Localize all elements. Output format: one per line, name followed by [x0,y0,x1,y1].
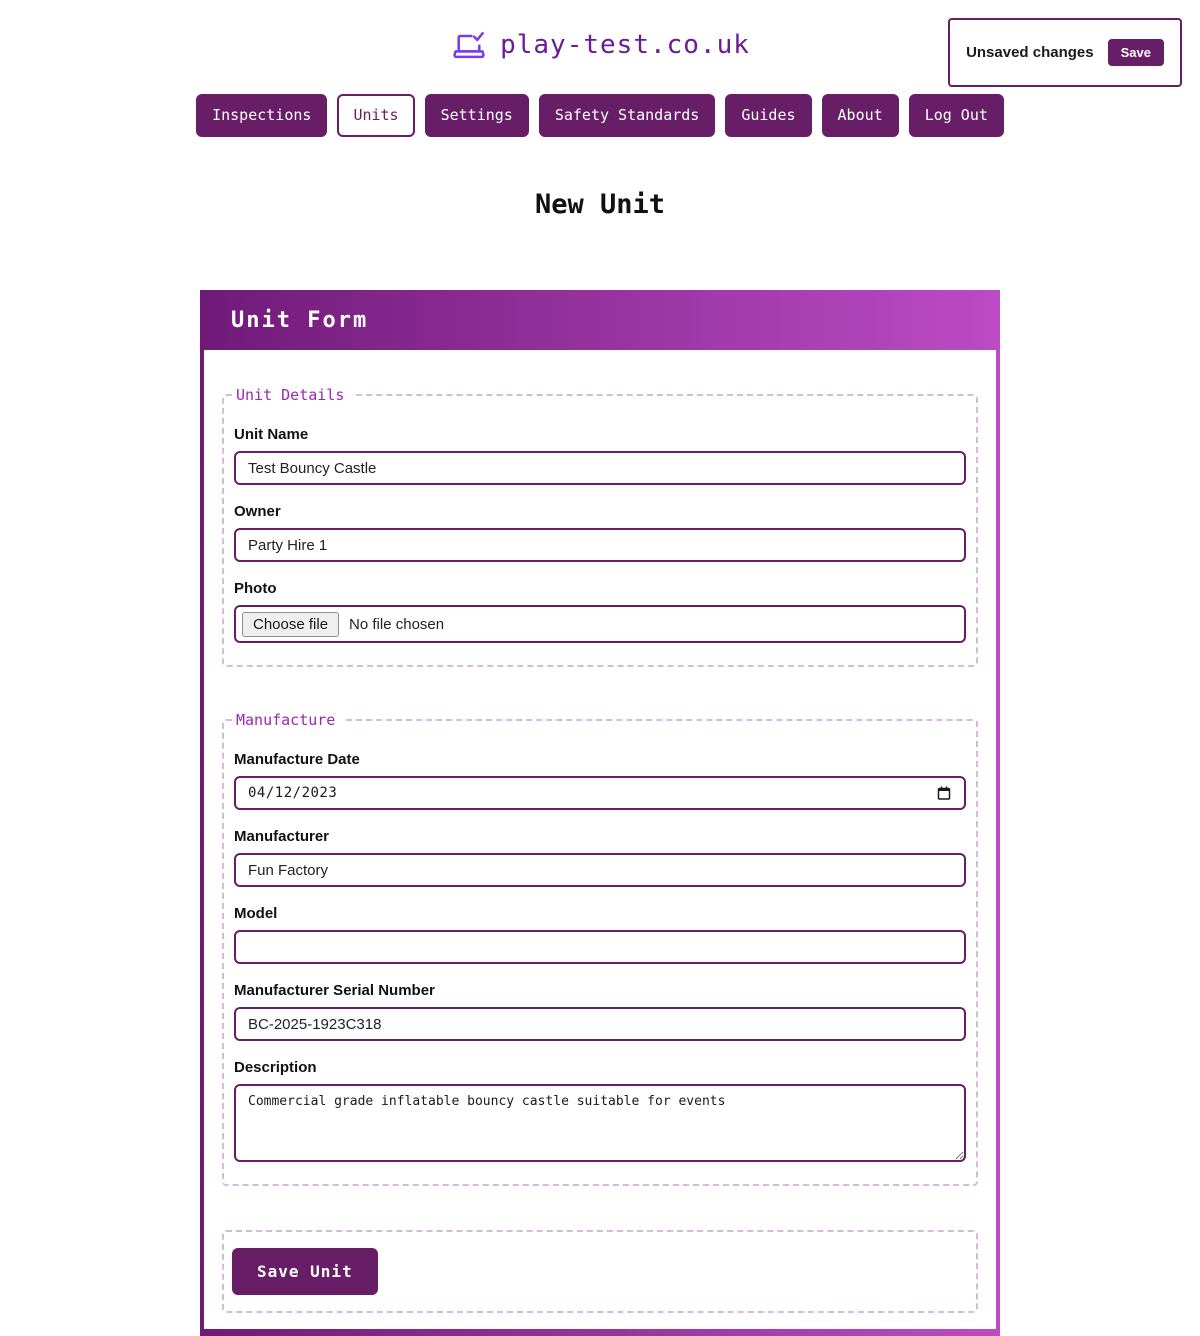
serial-label: Manufacturer Serial Number [234,982,435,999]
save-unit-button[interactable]: Save Unit [232,1248,378,1295]
model-input[interactable] [234,930,966,964]
model-group [234,905,966,964]
unit-form-title: Unit Form [231,307,369,333]
file-status-text: No file chosen [349,615,445,633]
form-actions-section [222,1230,978,1313]
owner-group [234,503,966,562]
unit-name-label: Unit Name [234,426,309,443]
nav-units[interactable]: Units [337,94,414,137]
unit-name-input[interactable] [234,451,966,485]
description-textarea[interactable] [234,1084,966,1162]
manufacture-section [222,711,978,1186]
owner-label: Owner [234,503,281,520]
unit-details-section [222,386,978,667]
photo-file-input[interactable] [234,605,966,643]
photo-group [234,580,966,643]
unit-name-group [234,426,966,485]
manufacture-date-group [234,751,966,810]
serial-group [234,982,966,1041]
model-label: Model [234,905,278,922]
serial-input[interactable] [234,1007,966,1041]
calendar-icon[interactable] [936,785,952,801]
manufacture-legend: Manufacture [236,711,336,729]
unit-form-panel [200,290,1000,1336]
header-save-button[interactable]: Save [1108,39,1164,66]
description-group [234,1059,966,1162]
unit-form-header [204,290,996,350]
page-title: New Unit [534,189,666,220]
site-title: play-test.co.uk [500,30,750,60]
unit-details-legend: Unit Details [236,386,345,404]
manufacture-date-value: 04/12/2023 [248,785,338,801]
description-label: Description [234,1059,317,1076]
nav-about[interactable]: About [822,94,899,137]
owner-input[interactable] [234,528,966,562]
nav-settings[interactable]: Settings [425,94,529,137]
nav-safety-standards[interactable]: Safety Standards [539,94,716,137]
choose-file-button[interactable]: Choose file [242,612,339,637]
manufacture-date-input[interactable] [234,776,966,810]
nav-log-out[interactable]: Log Out [909,94,1004,137]
unit-form-body [204,350,996,1329]
unsaved-changes-banner [948,18,1182,87]
manufacture-date-label: Manufacture Date [234,751,360,768]
unsaved-changes-label: Unsaved changes [966,44,1094,61]
main-nav [0,94,1200,137]
manufacturer-label: Manufacturer [234,828,330,845]
manufacturer-input[interactable] [234,853,966,887]
laptop-check-icon [450,26,488,64]
manufacturer-group [234,828,966,887]
nav-inspections[interactable]: Inspections [196,94,327,137]
nav-guides[interactable]: Guides [725,94,811,137]
photo-label: Photo [234,580,277,597]
site-logo[interactable] [450,26,750,64]
